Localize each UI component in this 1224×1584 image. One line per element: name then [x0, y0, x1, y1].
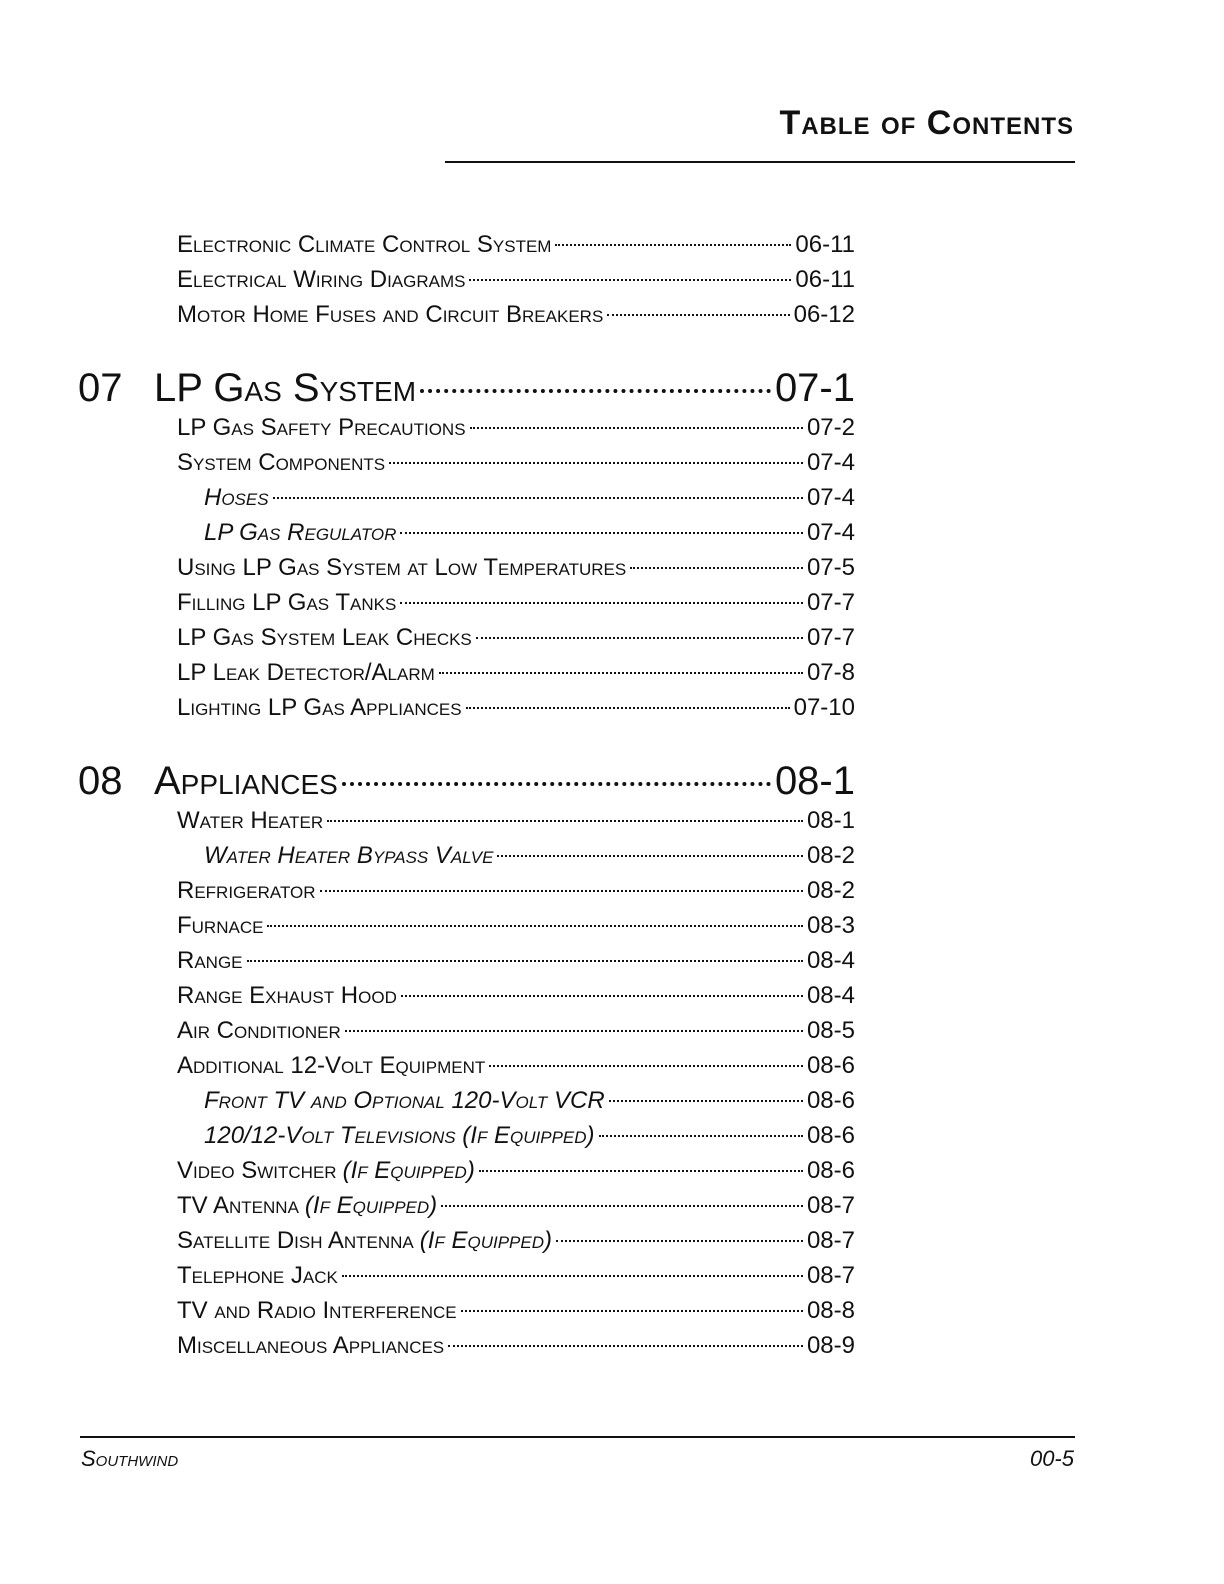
page-reference: 08-5	[806, 1017, 855, 1044]
toc-entry-row	[177, 446, 855, 480]
dot-leader	[342, 782, 771, 786]
entry-title: Water Heater Bypass Valve	[204, 842, 494, 869]
entry-note: (If Equipped)	[419, 1227, 552, 1254]
page-reference: 06-11	[795, 231, 855, 258]
entry-title: Hoses	[204, 484, 269, 511]
page-reference: 07-8	[806, 659, 855, 686]
dot-leader	[609, 1100, 803, 1102]
dot-leader	[342, 1275, 803, 1277]
page-reference: 06-12	[793, 301, 855, 328]
toc-entry-row	[177, 228, 855, 262]
entry-title: Range	[177, 947, 243, 974]
dot-leader	[607, 314, 789, 316]
dot-leader	[401, 995, 803, 997]
dot-leader	[556, 1240, 803, 1242]
page-reference: 08-3	[806, 912, 855, 939]
dot-leader	[448, 1345, 803, 1347]
toc-entry-row	[177, 1189, 855, 1223]
entry-title: Range Exhaust Hood	[177, 982, 397, 1009]
page-reference: 08-6	[806, 1052, 855, 1079]
toc-entry-row	[177, 551, 855, 585]
entry-title: Electronic Climate Control System	[177, 231, 552, 258]
footer-brand: Southwind	[81, 1446, 179, 1471]
dot-leader	[345, 1030, 803, 1032]
dot-leader	[400, 602, 803, 604]
entry-title: Refrigerator	[177, 877, 316, 904]
page-reference: 08-7	[806, 1192, 855, 1219]
entry-title: 120/12-Volt Televisions (If Equipped)	[204, 1122, 595, 1149]
dot-leader	[320, 890, 803, 892]
page-reference: 08-2	[806, 842, 855, 869]
toc-entry-row	[177, 411, 855, 445]
dot-leader	[267, 925, 803, 927]
toc-entry-row	[204, 839, 855, 873]
entry-title: Telephone Jack	[177, 1262, 338, 1289]
page-reference: 07-1	[774, 366, 855, 410]
entry-title: Water Heater	[177, 807, 324, 834]
bottom-divider	[80, 1436, 1075, 1438]
page-reference: 07-10	[793, 694, 855, 721]
page-reference: 07-4	[806, 519, 855, 546]
toc-entry-row	[177, 1049, 855, 1083]
dot-leader	[469, 279, 791, 281]
page-reference: 08-7	[806, 1227, 855, 1254]
page-reference: 07-2	[806, 414, 855, 441]
page-reference: 08-4	[806, 982, 855, 1009]
dot-leader	[489, 1065, 803, 1067]
toc-chapter-row	[78, 362, 855, 414]
toc-entry-row	[177, 1294, 855, 1328]
entry-title: Additional 12-Volt Equipment	[177, 1052, 486, 1079]
toc-entry-row	[177, 586, 855, 620]
dot-leader	[466, 707, 790, 709]
chapter-title: Appliances	[154, 759, 338, 803]
entry-title: TV and Radio Interference	[177, 1297, 457, 1324]
dot-leader	[273, 497, 803, 499]
toc-entry-row	[177, 1224, 855, 1258]
toc-chapter-row	[78, 755, 855, 807]
entry-title: LP Gas System Leak Checks	[177, 624, 472, 651]
chapter-title: LP Gas System	[154, 366, 417, 410]
toc-entry-row	[177, 804, 855, 838]
page-reference: 06-11	[795, 266, 855, 293]
entry-title: Using LP Gas System at Low Temperatures	[177, 554, 627, 581]
entry-title: Air Conditioner	[177, 1017, 341, 1044]
dot-leader	[630, 567, 803, 569]
toc-entry-row	[204, 1084, 855, 1118]
toc-entry-row	[177, 263, 855, 297]
dot-leader	[476, 637, 803, 639]
page-reference: 08-2	[806, 877, 855, 904]
page-reference: 08-6	[806, 1157, 855, 1184]
dot-leader	[389, 462, 803, 464]
entry-title: TV Antenna	[177, 1192, 299, 1219]
dot-leader	[470, 427, 803, 429]
dot-leader	[439, 672, 803, 674]
toc-entry-row	[177, 909, 855, 943]
page-reference: 07-5	[806, 554, 855, 581]
entry-title: Video Switcher	[177, 1157, 337, 1184]
dot-leader	[497, 855, 802, 857]
dot-leader	[420, 389, 771, 393]
entry-title: Filling LP Gas Tanks	[177, 589, 397, 616]
dot-leader	[247, 960, 803, 962]
toc-entry-row	[177, 874, 855, 908]
toc-entry-row	[177, 298, 855, 332]
entry-title: LP Gas Safety Precautions	[177, 414, 466, 441]
entry-title: Front TV and Optional 120-Volt VCR	[204, 1087, 605, 1114]
page-reference: 08-4	[806, 947, 855, 974]
page-reference: 07-4	[806, 449, 855, 476]
toc-entry-row	[177, 1329, 855, 1363]
dot-leader	[400, 532, 803, 534]
dot-leader	[555, 244, 791, 246]
toc-entry-row	[177, 1154, 855, 1188]
toc-entry-row	[204, 516, 855, 550]
toc-entry-row	[177, 979, 855, 1013]
toc-entry-row	[177, 1014, 855, 1048]
page-reference: 08-1	[806, 807, 855, 834]
page-reference: 07-4	[806, 484, 855, 511]
entry-title: Miscellaneous Appliances	[177, 1332, 445, 1359]
chapter-number: 08	[78, 759, 123, 803]
dot-leader	[327, 820, 803, 822]
entry-title: Satellite Dish Antenna	[177, 1227, 414, 1254]
toc-entry-row	[204, 1119, 855, 1153]
entry-title: LP Gas Regulator	[204, 519, 397, 546]
entry-note: (If Equipped)	[342, 1157, 475, 1184]
page-reference: 07-7	[806, 589, 855, 616]
entry-title: Lighting LP Gas Appliances	[177, 694, 462, 721]
dot-leader	[479, 1170, 803, 1172]
page-reference: 08-1	[774, 759, 855, 803]
entry-title: System Components	[177, 449, 386, 476]
page-reference: 08-7	[806, 1262, 855, 1289]
page-title: Table of Contents	[779, 104, 1074, 142]
footer-page-number: 00-5	[1029, 1446, 1074, 1471]
dot-leader	[441, 1205, 803, 1207]
entry-note: (If Equipped)	[304, 1192, 438, 1219]
entry-title: Motor Home Fuses and Circuit Breakers	[177, 301, 604, 328]
dot-leader	[599, 1135, 803, 1137]
entry-title: Furnace	[177, 912, 264, 939]
entry-title: Electrical Wiring Diagrams	[177, 266, 466, 293]
toc-entry-row	[177, 691, 855, 725]
page-reference: 08-8	[806, 1297, 855, 1324]
toc-entry-row	[177, 944, 855, 978]
page-reference: 08-9	[806, 1332, 855, 1359]
page-reference: 08-6	[806, 1122, 855, 1149]
dot-leader	[461, 1310, 803, 1312]
entry-title: LP Leak Detector/Alarm	[177, 659, 435, 686]
toc-entry-row	[177, 656, 855, 690]
toc-entry-row	[204, 481, 855, 515]
chapter-number: 07	[78, 366, 123, 410]
toc-entry-row	[177, 1259, 855, 1293]
toc-entry-row	[177, 621, 855, 655]
page-reference: 07-7	[806, 624, 855, 651]
page-reference: 08-6	[806, 1087, 855, 1114]
